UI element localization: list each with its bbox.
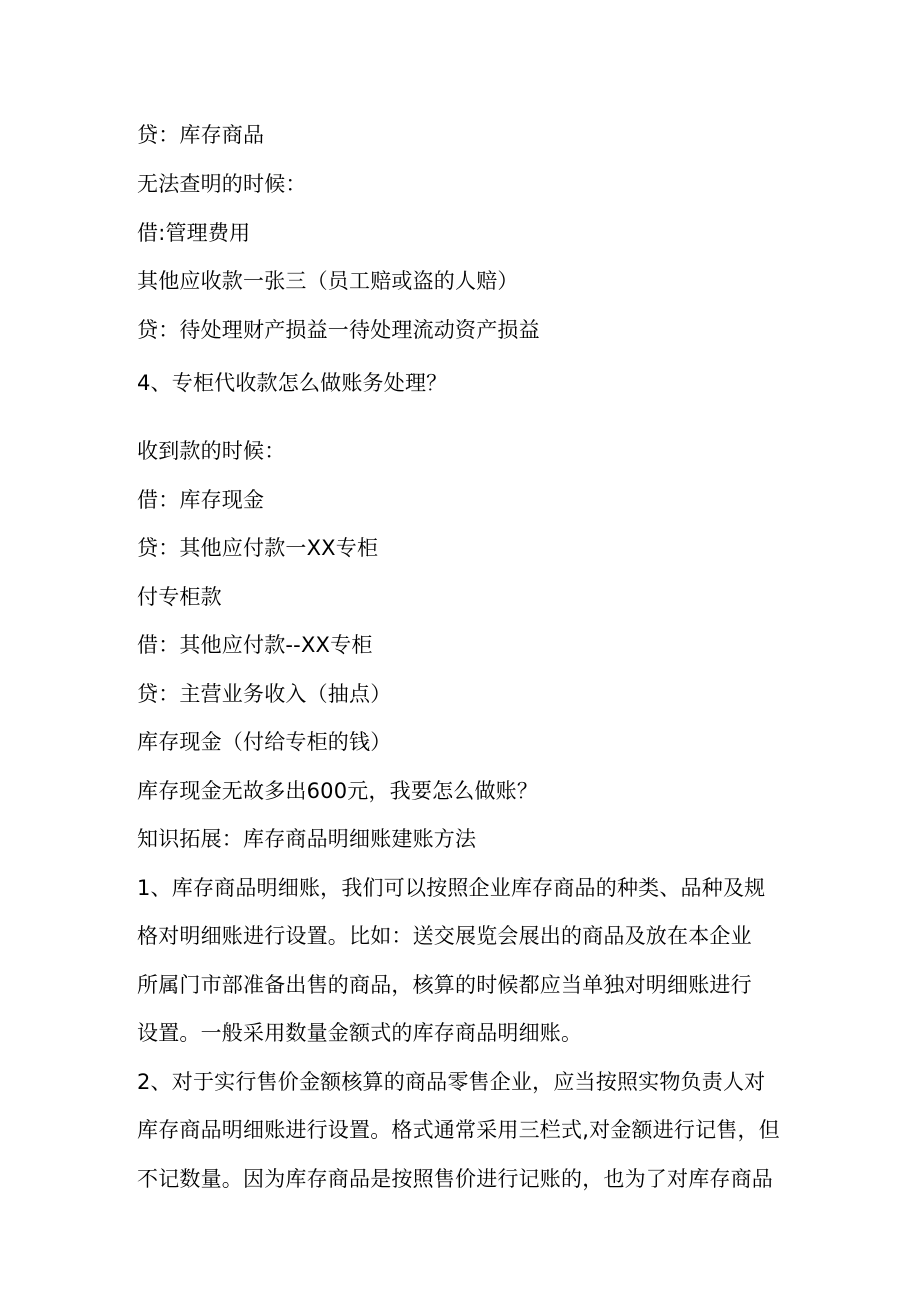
paragraph-line: 设置。一般采用数量金额式的库存商品明细账。 [137,1021,583,1045]
text-line: 库存现金（付给专柜的钱） [137,730,392,754]
text-line: 收到款的时候： [137,439,286,463]
text-line: 借:管理费用 [137,221,251,245]
text-line: 借：库存现金 [137,488,265,512]
text-line: 贷：库存商品 [137,123,265,147]
text-line: 贷：主营业务收入（抽点） [137,682,392,706]
text-line: 库存现金无故多出600元，我要怎么做账？ [137,779,539,803]
section-heading: 4、专柜代收款怎么做账务处理？ [137,371,448,395]
text-line: 无法查明的时候： [137,172,307,196]
text-line: 贷：待处理财产损益一待处理流动资产损益 [137,318,540,342]
paragraph-line: 所属门市部准备出售的商品，核算的时候都应当单独对明细账进行 [137,973,752,997]
paragraph-line: 库存商品明细账进行设置。格式通常采用三栏式,对金额进行记售，但 [137,1118,780,1142]
text-line: 其他应收款一张三（员工赔或盗的人赔） [137,269,519,293]
text-line: 贷：其他应付款一XX专柜 [137,536,379,560]
paragraph-line: 1、库存商品明细账，我们可以按照企业库存商品的种类、品种及规 [137,876,766,900]
text-line: 知识拓展：库存商品明细账建账方法 [137,827,477,851]
paragraph-line: 格对明细账进行设置。比如：送交展览会展出的商品及放在本企业 [137,924,752,948]
paragraph-line: 不记数量。因为库存商品是按照售价进行记账的，也为了对库存商品 [137,1167,773,1191]
text-line: 借：其他应付款--XX专柜 [137,633,373,657]
text-line: 付专柜款 [137,585,222,609]
paragraph-line: 2、对于实行售价金额核算的商品零售企业，应当按照实物负责人对 [137,1070,766,1094]
